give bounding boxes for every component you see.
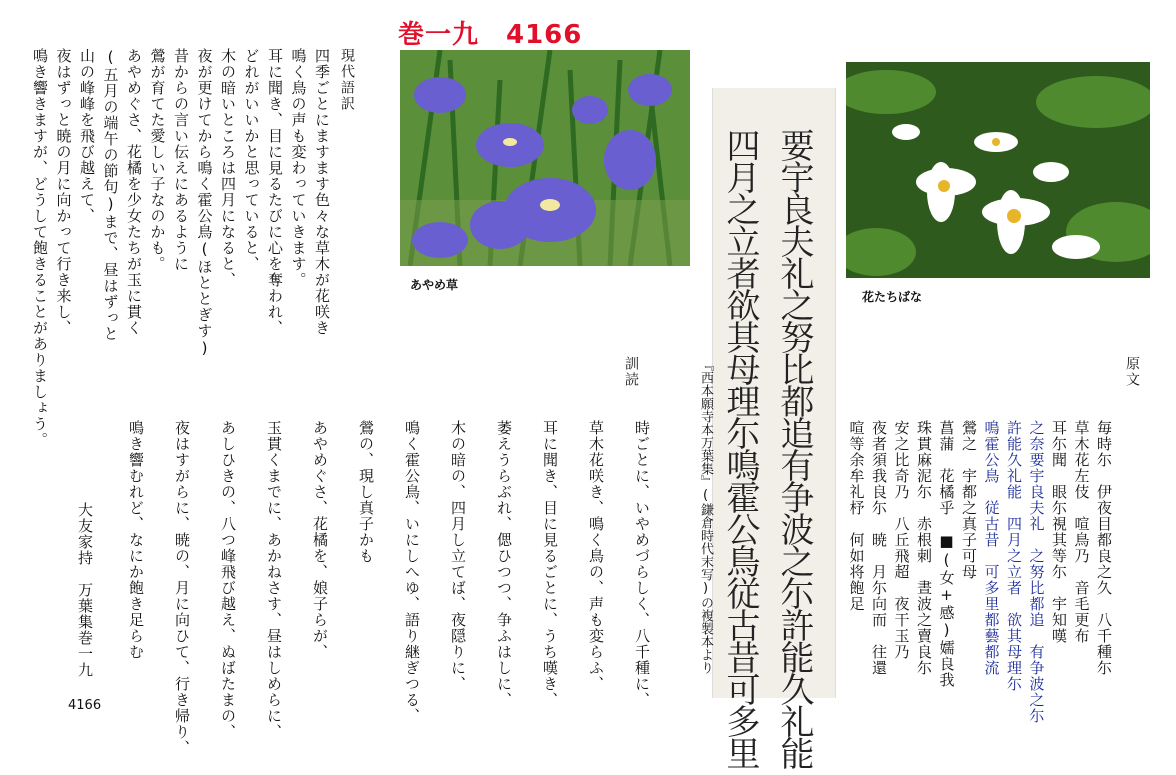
iris-image bbox=[400, 50, 690, 266]
modern-line: 四季ごとにますます色々な草木が花咲き bbox=[313, 48, 331, 336]
modern-line: 夜はずっと暁の月に向かって行き来し、 bbox=[54, 48, 73, 336]
original-line: 喧等余牟礼杼 何如将飽足 bbox=[847, 420, 866, 612]
kundoku-line: 鳴く霍公鳥、いにしへゆ、語り継ぎつる、 bbox=[403, 420, 421, 724]
modern-line: 木の暗いところは四月になると、 bbox=[219, 48, 237, 288]
modern-line: 夜が更けてから鳴く霍公鳥(ほととぎす) bbox=[195, 48, 214, 358]
kundoku-line: 草木花咲き、鳴く鳥の、声も変らふ、 bbox=[587, 420, 605, 692]
modern-translation bbox=[22, 48, 332, 468]
original-line: 許能久礼能 四月之立者 欲其母理尓 bbox=[1005, 420, 1023, 692]
poem-number: 4166 bbox=[68, 698, 102, 713]
original-line: 珠貫麻泥尓 赤根刺 晝波之賣良尓 bbox=[915, 420, 933, 676]
modern-line: (五月の端午の節句)まで、昼はずっと bbox=[101, 48, 120, 342]
modern-heading: 現代語訳 bbox=[339, 48, 355, 112]
original-line: 夜者須我良尓 暁 月尓向而 往還 bbox=[870, 420, 888, 676]
iris-photo bbox=[400, 50, 690, 266]
manuscript-line-2: 四月之立者欲其母理尓鳴霍公鳥従古昔可多里 bbox=[720, 128, 760, 768]
tachibana-image bbox=[846, 62, 1150, 278]
original-line: 毎時尓 伊夜目都良之久 八千種尓 bbox=[1095, 420, 1113, 676]
manuscript-image bbox=[712, 88, 836, 768]
modern-line: 鳴く鳥の声も変わっていきます。 bbox=[289, 48, 308, 288]
kundoku-line: 夜はすがらに、暁の、月に向ひて、行き帰り、 bbox=[173, 420, 191, 756]
original-line: 安之比奇乃 八丘飛超 夜干玉乃 bbox=[892, 420, 911, 660]
kundoku-text bbox=[112, 420, 652, 756]
tachibana-caption: 花たちばな bbox=[862, 290, 923, 304]
iris-caption: あやめ草 bbox=[410, 278, 459, 292]
modern-line: 山の峰峰を飛び越えて、 bbox=[78, 48, 96, 224]
kundoku-line: あやめぐさ、花橘を、娘子らが、 bbox=[311, 420, 329, 660]
original-line: 草木花左伎 喧鳥乃 音毛更布 bbox=[1072, 420, 1091, 644]
page-title: 巻一九 4166 bbox=[398, 20, 583, 50]
manuscript-caption: 『西本願寺本万葉集』(鎌倉時代末写)の複製本より bbox=[698, 358, 713, 674]
kundoku-line: 玉貫くまでに、あかねさす、昼はしめらに、 bbox=[265, 420, 283, 740]
modern-line: 耳に聞き、目に見るたびに心を奪われ、 bbox=[266, 48, 284, 336]
kundoku-line: 鳴き響むれど、なにか飽き足らむ bbox=[127, 420, 145, 660]
kundoku-line: 萎えうらぶれ、偲ひつつ、争ふはしに、 bbox=[495, 420, 513, 708]
tachibana-photo bbox=[846, 62, 1150, 278]
kundoku-line: 木の暗の、四月し立てば、夜隠りに、 bbox=[449, 420, 467, 692]
modern-line: あやめぐさ、花橘を少女たちが玉に貫く bbox=[125, 48, 143, 336]
original-line: 之奈要宇良夫礼 之努比都追 有争波之尓 bbox=[1027, 420, 1046, 724]
original-line: 耳尓聞 眼尓視其等尓 宇知嘆 bbox=[1050, 420, 1068, 644]
original-heading: 原文 bbox=[1124, 356, 1140, 388]
manuscript-line-1: 要宇良夫礼之努比都追有争波之尓許能久礼能 bbox=[774, 128, 814, 768]
original-text bbox=[847, 420, 1114, 750]
kundoku-line: 耳に聞き、目に見るごとに、うち嘆き、 bbox=[541, 420, 559, 708]
original-line: 鳴霍公鳥 従古昔 可多里都藝都流 bbox=[982, 420, 1001, 676]
kundoku-line: あしひきの、八つ峰飛び越え、ぬばたまの、 bbox=[219, 420, 237, 740]
original-line: 鶯之 宇都之真子可母 bbox=[960, 420, 978, 580]
kundoku-author: 大友家持 万葉集巻一九 bbox=[76, 502, 94, 678]
modern-line: 昔からの言い伝えにあるように bbox=[172, 48, 190, 272]
kundoku-heading: 訓読 bbox=[623, 356, 639, 388]
modern-line: 鳴き響きますが、どうして飽きることがありましょう。 bbox=[31, 48, 49, 448]
kundoku-line: 鶯の、現し真子かも bbox=[357, 420, 375, 564]
original-line: 菖蒲 花橘乎 ■(女+感)嬬良我 bbox=[937, 420, 956, 688]
kundoku-line: 時ごとに、いやめづらしく、八千種に、 bbox=[633, 420, 651, 708]
modern-line: 鶯が育てた愛しい子なのかも。 bbox=[148, 48, 167, 272]
modern-line: どれがいいかと思っていると、 bbox=[242, 48, 261, 272]
